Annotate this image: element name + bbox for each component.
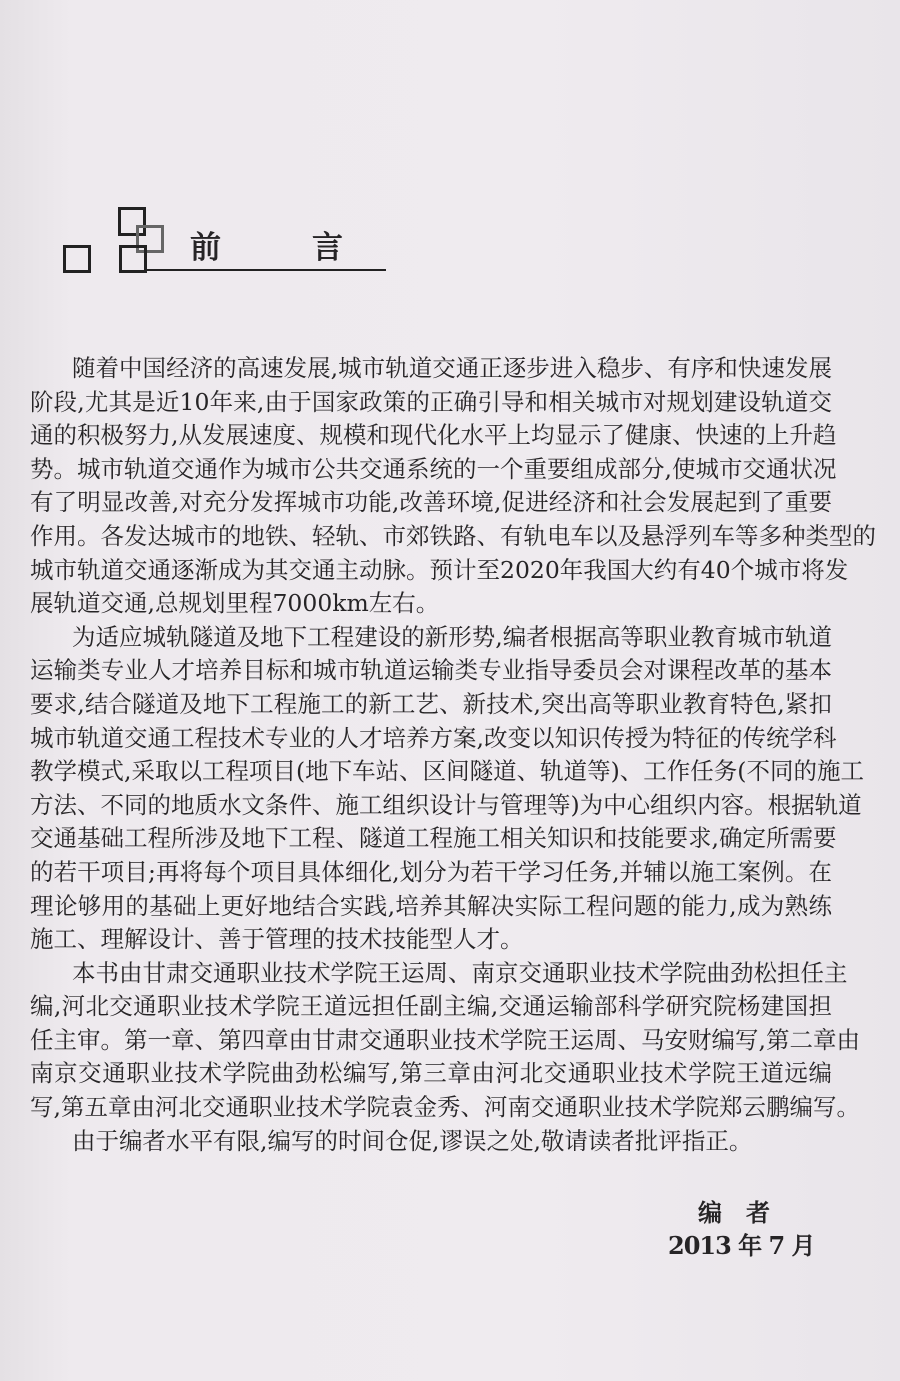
decorative-square-icon: [63, 245, 91, 273]
signature-author: 编 者: [698, 1198, 770, 1227]
page-title-char-1: 前: [190, 230, 221, 266]
text-line: 城市轨道交通工程技术专业的人才培养方案,改变以知识传授为特征的传统学科: [30, 723, 837, 752]
text-line: 教学模式,采取以工程项目(地下车站、区间隧道、轨道等)、工作任务(不同的施工: [30, 757, 864, 786]
text-line: 方法、不同的地质水文条件、施工组织设计与管理等)为中心组织内容。根据轨道: [30, 790, 862, 819]
paragraph: [30, 1125, 832, 1159]
text-line: 要求,结合隧道及地下工程施工的新工艺、新技术,突出高等职业教育特色,紧扣: [30, 689, 832, 718]
text-line: 任主审。第一章、第四章由甘肃交通职业技术学院王运周、马安财编写,第二章由: [30, 1025, 860, 1054]
preface-body: [30, 352, 876, 1158]
text-line: 通的积极努力,从发展速度、规模和现代化水平上均显示了健康、快速的上升趋: [30, 421, 837, 450]
text-line: 作用。各发达城市的地铁、轻轨、市郊铁路、有轨电车以及悬浮列车等多种类型的: [30, 521, 876, 550]
text-line: 南京交通职业技术学院曲劲松编写,第三章由河北交通职业技术学院王道远编: [30, 1059, 832, 1088]
text-line: 阶段,尤其是近10年来,由于国家政策的正确引导和相关城市对规划建设轨道交: [30, 387, 832, 416]
text-line: 施工、理解设计、善于管理的技术技能型人才。: [30, 925, 524, 954]
text-line: 运输类专业人才培养目标和城市轨道运输类专业指导委员会对课程改革的基本: [30, 656, 832, 685]
text-line: 本书由甘肃交通职业技术学院王运周、南京交通职业技术学院曲劲松担任主: [72, 958, 848, 987]
page-title-char-2: 言: [312, 230, 343, 266]
text-line: 由于编者水平有限,编写的时间仓促,谬误之处,敬请读者批评指正。: [72, 1126, 753, 1155]
paragraph: [30, 621, 864, 957]
decorative-square-icon: [119, 245, 147, 273]
title-underline: [146, 269, 386, 271]
text-line: 为适应城轨隧道及地下工程建设的新形势,编者根据高等职业教育城市轨道: [72, 622, 832, 651]
text-line: 编,河北交通职业技术学院王道远担任副主编,交通运输部科学研究院杨建国担: [30, 992, 832, 1021]
text-line: 写,第五章由河北交通职业技术学院袁金秀、河南交通职业技术学院郑云鹏编写。: [30, 1093, 860, 1122]
signature-date: 2013 年 7 月: [668, 1231, 815, 1260]
paragraph: [30, 352, 876, 621]
paragraph: [30, 957, 860, 1125]
text-line: 展轨道交通,总规划里程7000km左右。: [30, 589, 440, 618]
text-line: 交通基础工程所涉及地下工程、隧道工程施工相关知识和技能要求,确定所需要: [30, 824, 837, 853]
text-line: 势。城市轨道交通作为城市公共交通系统的一个重要组成部分,使城市交通状况: [30, 454, 837, 483]
text-line: 随着中国经济的高速发展,城市轨道交通正逐步进入稳步、有序和快速发展: [72, 354, 832, 382]
text-line: 有了明显改善,对充分发挥城市功能,改善环境,促进经济和社会发展起到了重要: [30, 488, 832, 517]
text-line: 城市轨道交通逐渐成为其交通主动脉。预计至2020年我国大约有40个城市将发: [30, 555, 849, 584]
text-line: 理论够用的基础上更好地结合实践,培养其解决实际工程问题的能力,成为熟练: [30, 891, 832, 920]
text-line: 的若干项目;再将每个项目具体细化,划分为若干学习任务,并辅以施工案例。在: [30, 857, 832, 886]
